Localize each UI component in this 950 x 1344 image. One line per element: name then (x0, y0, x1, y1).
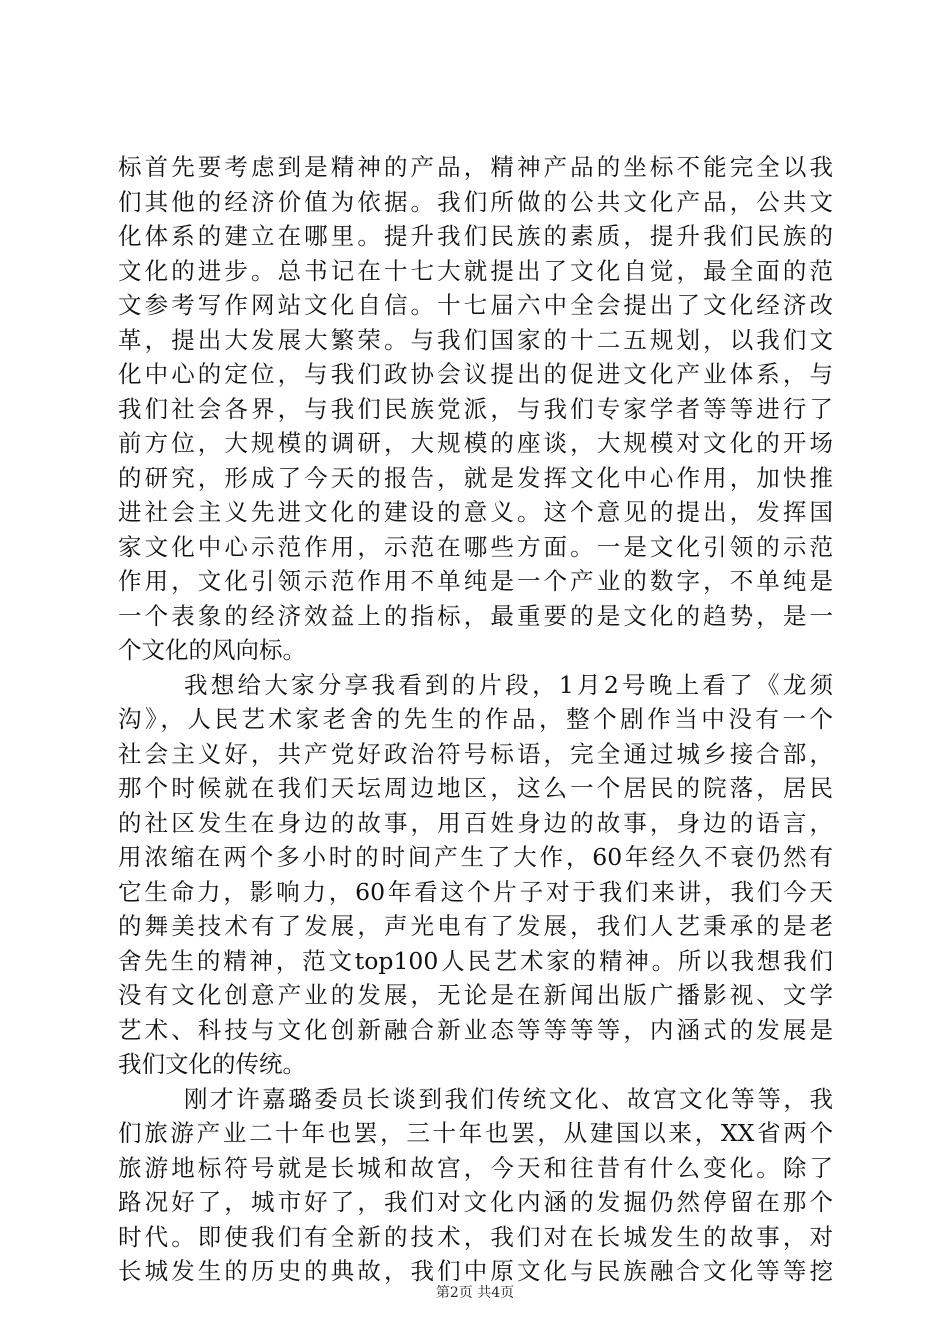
text-line: 化中心的定位，与我们政协会议提出的促进文化产业体系，与 (118, 360, 833, 388)
text-line: 那个时候就在我们天坛周边地区，这么一个居民的院落，居民 (118, 774, 833, 802)
text-line: 化体系的建立在哪里。提升我们民族的素质，提升我们民族的 (118, 222, 833, 250)
text-line: 标首先要考虑到是精神的产品，精神产品的坐标不能完全以我 (118, 153, 833, 181)
paragraph-1 (118, 150, 833, 668)
text-line: 路况好了，城市好了，我们对文化内涵的发掘仍然停留在那个 (118, 1188, 833, 1216)
text-line: 家文化中心示范作用，示范在哪些方面。一是文化引领的示范 (118, 532, 833, 561)
text-line: 文参考写作网站文化自信。十七届六中全会提出了文化经济改 (118, 291, 833, 319)
paragraph-3 (118, 1082, 833, 1289)
text-line: 舍先生的精神，范文top100人民艺术家的精神。所以我想我们 (118, 946, 833, 975)
text-line: 们旅游产业二十年也罢，三十年也罢，从建国以来，XX省两个 (118, 1119, 833, 1147)
text-line: 的社区发生在身边的故事，用百姓身边的故事，身边的语言， (118, 808, 833, 837)
text-line: 革，提出大发展大繁荣。与我们国家的十二五规划，以我们文 (118, 325, 833, 354)
text-line: 作用，文化引领示范作用不单纯是一个产业的数字，不单纯是 (118, 567, 833, 595)
text-line: 社会主义好，共产党好政治符号标语，完全通过城乡接合部， (118, 739, 833, 768)
text-line: 们其他的经济价值为依据。我们所做的公共文化产品，公共文 (118, 187, 833, 216)
text-line: 旅游地标符号就是长城和故宫，今天和往昔有什么变化。除了 (118, 1153, 833, 1182)
text-line: 我想给大家分享我看到的片段，1月2号晚上看了《龙须 (184, 670, 833, 699)
text-line: 个文化的风向标。 (118, 636, 306, 664)
text-line: 沟》，人民艺术家老舍的先生的作品，整个剧作当中没有一个 (118, 705, 833, 733)
paragraph-2 (118, 668, 833, 1082)
text-line: 长城发生的历史的典故，我们中原文化与民族融合文化等等挖 (118, 1257, 833, 1285)
text-line: 我们文化的传统。 (118, 1050, 306, 1078)
text-line: 它生命力，影响力，60年看这个片子对于我们来讲，我们今天 (118, 877, 833, 906)
text-line: 文化的进步。总书记在十七大就提出了文化自觉，最全面的范 (118, 256, 833, 285)
text-line: 的研究，形成了今天的报告，就是发挥文化中心作用，加快推 (118, 463, 833, 492)
text-line: 刚才许嘉璐委员长谈到我们传统文化、故宫文化等等，我 (184, 1084, 833, 1113)
text-line: 一个表象的经济效益上的指标，最重要的是文化的趋势，是一 (118, 601, 833, 630)
document-body (118, 150, 833, 1289)
text-line: 前方位，大规模的调研，大规模的座谈，大规模对文化的开场 (118, 429, 833, 457)
page-footer: 第2页 共4页 (435, 1285, 515, 1301)
text-line: 我们社会各界，与我们民族党派，与我们专家学者等等进行了 (118, 394, 833, 423)
text-line: 艺术、科技与文化创新融合新业态等等等等，内涵式的发展是 (118, 1015, 833, 1044)
text-line: 用浓缩在两个多小时的时间产生了大作，60年经久不衰仍然有 (118, 843, 833, 871)
text-line: 的舞美技术有了发展，声光电有了发展，我们人艺秉承的是老 (118, 912, 833, 940)
text-line: 没有文化创意产业的发展，无论是在新闻出版广播影视、文学 (118, 981, 833, 1009)
text-line: 进社会主义先进文化的建设的意义。这个意见的提出，发挥国 (118, 498, 833, 526)
text-line: 时代。即使我们有全新的技术，我们对在长城发生的故事，对 (118, 1222, 833, 1251)
